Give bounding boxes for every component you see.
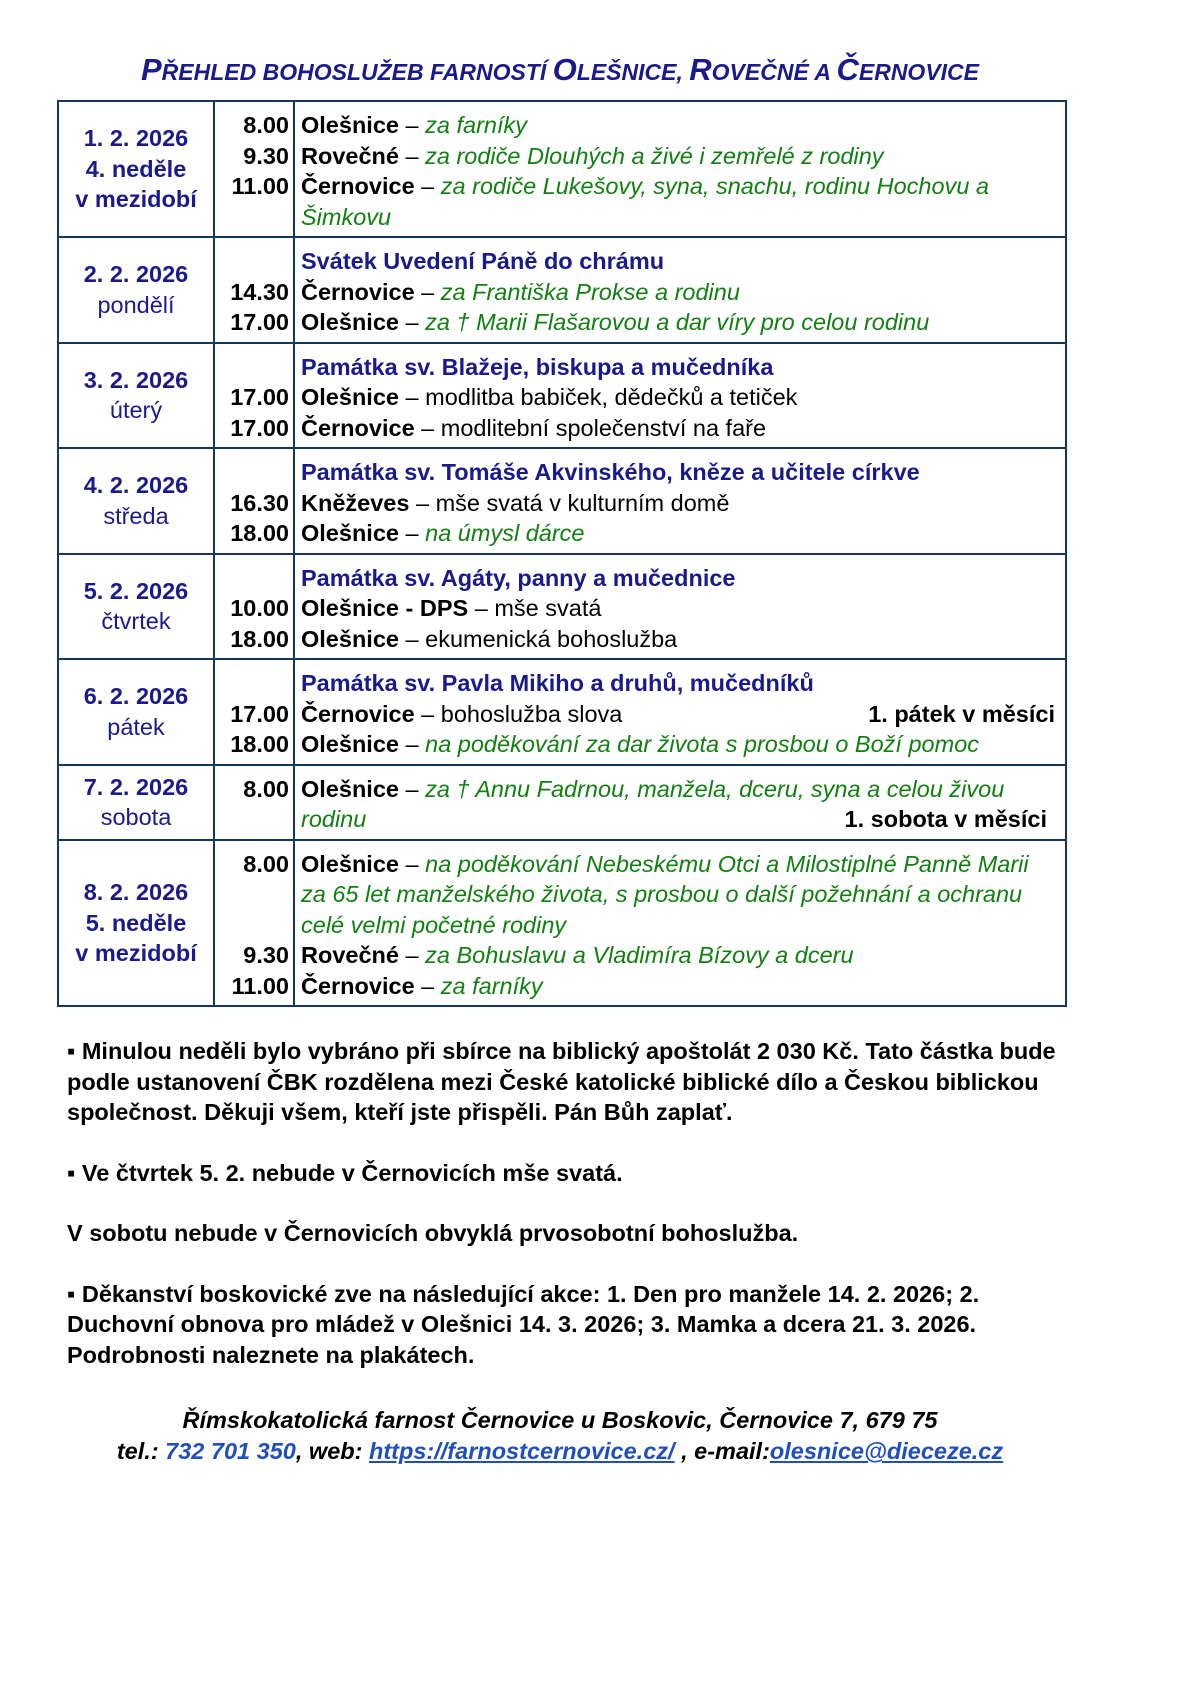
mass-time: 9.30 xyxy=(243,942,289,968)
separator: – xyxy=(398,142,426,169)
email-label: , e-mail: xyxy=(674,1438,770,1464)
time-spacer xyxy=(215,563,289,594)
title-rest: ŘEHLED BOHOSLUŽEB FARNOSTÍ xyxy=(161,59,553,85)
intention: modlitební společenství na faře xyxy=(440,414,767,441)
title-rest: ERNOVICE xyxy=(858,59,980,85)
time-cell xyxy=(214,554,294,660)
separator: – xyxy=(398,775,426,802)
time-spacer xyxy=(215,246,289,277)
web-label: , web: xyxy=(295,1438,369,1464)
month-note: 1. sobota v měsíci xyxy=(844,806,1047,832)
intention: modlitba babiček, dědečků a tetiček xyxy=(425,384,798,410)
place: Olešnice - DPS xyxy=(301,595,469,621)
mass-time: 18.00 xyxy=(230,625,289,652)
date: 4. 2. 2026 xyxy=(83,472,189,499)
mass-entry xyxy=(301,307,1055,338)
mass-entry xyxy=(301,624,1055,655)
date: 5. 2. 2026 xyxy=(83,577,189,604)
announcement: ▪ Ve čtvrtek 5. 2. nebude v Černovicích mše svatá. xyxy=(67,1159,623,1186)
title-cap: P xyxy=(140,52,162,87)
page-title xyxy=(0,52,1120,88)
intention: na poděkování Nebeskému Otci a Milostiplné Panně Marii za 65 let manželského života, s prosbou o další požehnání a ochranu celé velmi početné rodiny xyxy=(301,850,1029,938)
intention: mše svatá v kulturním domě xyxy=(435,489,730,516)
time-spacer xyxy=(215,910,289,941)
date: 3. 2. 2026 xyxy=(83,366,189,393)
time-spacer xyxy=(215,352,289,383)
mass-time: 9.30 xyxy=(243,142,289,169)
time-cell xyxy=(214,448,294,554)
mass-entry xyxy=(301,382,1055,413)
announcements xyxy=(67,1036,1067,1400)
mass-entry xyxy=(301,940,1055,971)
place: Olešnice xyxy=(301,850,399,877)
day-name: pátek xyxy=(107,713,165,740)
day-name: pondělí xyxy=(97,291,175,318)
contact-line xyxy=(0,1436,1120,1467)
mass-time: 17.00 xyxy=(230,700,289,727)
schedule-row xyxy=(58,448,1066,554)
time-spacer xyxy=(215,804,289,835)
separator: – xyxy=(398,942,426,968)
mass-time: 17.00 xyxy=(230,414,289,441)
date: 8. 2. 2026 xyxy=(83,879,189,905)
mass-entry xyxy=(301,488,1055,519)
time-cell xyxy=(214,840,294,1007)
date-cell xyxy=(58,765,214,840)
phone-number[interactable]: 732 701 350 xyxy=(165,1438,296,1464)
mass-time: 10.00 xyxy=(230,595,289,621)
time-cell xyxy=(214,237,294,343)
time-cell xyxy=(214,659,294,765)
mass-entry xyxy=(301,699,1055,730)
mass-time: 18.00 xyxy=(230,520,289,546)
description-cell xyxy=(294,448,1066,554)
time-spacer xyxy=(215,668,289,699)
mass-entry xyxy=(301,141,1055,172)
schedule-table xyxy=(57,100,1067,1007)
schedule-row xyxy=(58,343,1066,449)
description-cell xyxy=(294,765,1066,840)
date-cell xyxy=(58,554,214,660)
feast-title: Památka sv. Blažeje, biskupa a mučedníka xyxy=(301,353,774,380)
mass-time: 11.00 xyxy=(231,173,289,199)
place: Olešnice xyxy=(301,731,399,757)
date-cell xyxy=(58,840,214,1007)
mass-time: 8.00 xyxy=(243,112,289,138)
schedule-row xyxy=(58,554,1066,660)
date-cell xyxy=(58,237,214,343)
mass-entry xyxy=(301,971,1055,1002)
intention: za Bohuslavu a Vladimíra Bízovy a dceru xyxy=(425,942,854,968)
mass-time: 8.00 xyxy=(243,775,289,802)
footer-contact xyxy=(0,1405,1120,1467)
time-cell xyxy=(214,765,294,840)
separator: – xyxy=(398,850,426,877)
mass-time: 17.00 xyxy=(230,384,289,410)
separator: – xyxy=(414,414,441,441)
intention: ekumenická bohoslužba xyxy=(425,625,678,652)
schedule-row xyxy=(58,765,1066,840)
title-part xyxy=(141,54,553,87)
title-cap: O xyxy=(552,52,577,87)
mass-entry xyxy=(301,518,1055,549)
date-cell xyxy=(58,101,214,237)
intention: za † Annu Fadrnou, manžela, dceru, syna a celou živou rodinu xyxy=(301,775,1005,832)
separator: – xyxy=(398,520,426,546)
separator: – xyxy=(398,625,426,652)
place: Olešnice xyxy=(301,625,399,652)
schedule-row xyxy=(58,659,1066,765)
separator: – xyxy=(414,972,441,999)
time-spacer xyxy=(215,457,289,488)
mass-entry xyxy=(301,729,1055,760)
intention: za farníky xyxy=(425,112,527,138)
day-name: středa xyxy=(103,502,169,529)
mass-entry xyxy=(301,277,1055,308)
title-part xyxy=(689,54,836,87)
feast-title: Svátek Uvedení Páně do chrámu xyxy=(301,248,665,274)
date: 1. 2. 2026 xyxy=(83,125,189,152)
place: Kněževes xyxy=(301,489,410,516)
mass-entry xyxy=(301,849,1055,941)
intention: za rodiče Lukešovy, syna, snachu, rodinu Hochovu a Šimkovu xyxy=(301,173,989,230)
place: Olešnice xyxy=(301,384,399,410)
date-cell xyxy=(58,659,214,765)
feast-title: Památka sv. Pavla Mikiho a druhů, mučedníků xyxy=(301,670,814,696)
intention: za † Marii Flašarovou a dar víry pro celou rodinu xyxy=(425,309,930,335)
description-cell xyxy=(294,101,1066,237)
separator: – xyxy=(468,595,495,621)
website-link[interactable]: https://farnostcernovice.cz/ xyxy=(368,1438,675,1464)
title-part xyxy=(836,54,979,87)
date: 6. 2. 2026 xyxy=(83,683,189,710)
intention: na úmysl dárce xyxy=(425,520,585,546)
separator: – xyxy=(398,731,426,757)
title-rest: OVEČNÉ A xyxy=(711,59,837,85)
intention: za rodiče Dlouhých a živé i zemřelé z rodiny xyxy=(425,142,884,169)
place: Černovice xyxy=(301,700,415,727)
liturgical-period: v mezidobí xyxy=(75,186,197,213)
description-cell xyxy=(294,554,1066,660)
mass-time: 16.30 xyxy=(230,489,289,516)
separator: – xyxy=(414,173,441,199)
feast-title: Památka sv. Tomáše Akvinského, kněze a učitele církve xyxy=(301,459,920,485)
mass-entry xyxy=(301,593,1055,624)
schedule-row xyxy=(58,237,1066,343)
title-cap: R xyxy=(689,52,712,87)
intention: bohoslužba slova xyxy=(440,700,623,727)
mass-time: 14.30 xyxy=(230,278,289,305)
intention: za farníky xyxy=(440,972,543,999)
day-name: 4. neděle xyxy=(85,155,187,182)
month-note: 1. pátek v měsíci xyxy=(868,700,1055,727)
schedule-body xyxy=(58,101,1066,1006)
liturgical-period: v mezidobí xyxy=(75,940,197,966)
place: Olešnice xyxy=(301,112,399,138)
intention: na poděkování za dar života s prosbou o Boží pomoc xyxy=(425,731,980,757)
announcement: ▪ Minulou neděli bylo vybráno při sbírce na biblický apoštolát 2 030 Kč. Tato částka bude podle ustanovení ČBK rozdělena mezi České katolické biblické dílo a Českou biblickou společnost. Děkuji všem, kteří jste přispěli. Pán Bůh zaplať. xyxy=(67,1038,1056,1125)
separator: – xyxy=(398,112,426,138)
day-name: čtvrtek xyxy=(101,608,171,635)
description-cell xyxy=(294,237,1066,343)
email-link[interactable]: olesnice@dieceze.cz xyxy=(769,1438,1004,1464)
announcement: ▪ Děkanství boskovické zve na následující akce: 1. Den pro manžele 14. 2. 2026; 2. Duchovní obnova pro mládež v Olešnici 14. 3. 2026; 3. Mamka a dcera 21. 3. 2026. Podrobnosti naleznete na plakátech. xyxy=(67,1280,980,1368)
mass-time: 17.00 xyxy=(230,309,289,335)
mass-time: 8.00 xyxy=(243,850,289,877)
date: 2. 2. 2026 xyxy=(83,261,189,288)
place: Olešnice xyxy=(301,775,399,802)
separator: – xyxy=(414,278,441,305)
date-cell xyxy=(58,448,214,554)
time-spacer xyxy=(215,879,289,910)
announcement: V sobotu nebude v Černovicích obvyklá prvosobotní bohoslužba. xyxy=(67,1220,799,1246)
mass-time: 18.00 xyxy=(230,731,289,757)
day-name: sobota xyxy=(100,804,172,830)
title-cap: Č xyxy=(836,52,859,87)
time-cell xyxy=(214,101,294,237)
time-spacer xyxy=(215,202,289,233)
place: Rovečné xyxy=(301,942,399,968)
description-cell xyxy=(294,659,1066,765)
place: Černovice xyxy=(301,414,415,441)
time-cell xyxy=(214,343,294,449)
mass-entry xyxy=(301,171,1055,232)
intention: mše svatá xyxy=(494,595,602,621)
place: Černovice xyxy=(301,972,415,999)
tel-label: tel.: xyxy=(116,1438,166,1464)
date: 7. 2. 2026 xyxy=(83,773,189,800)
description-cell xyxy=(294,840,1066,1007)
schedule-row xyxy=(58,840,1066,1007)
separator: – xyxy=(414,700,441,727)
place: Černovice xyxy=(301,278,415,305)
intention: za Františka Prokse a rodinu xyxy=(440,278,740,305)
parish-address: Římskokatolická farnost Černovice u Boskovic, Černovice 7, 679 75 xyxy=(182,1407,938,1433)
title-part xyxy=(553,54,690,87)
mass-entry xyxy=(301,413,1055,444)
mass-time: 11.00 xyxy=(231,972,289,999)
day-name: 5. neděle xyxy=(85,909,187,936)
mass-entry xyxy=(301,774,1055,835)
place: Olešnice xyxy=(301,309,399,335)
place: Černovice xyxy=(301,173,415,199)
title-rest: LEŠNICE, xyxy=(576,59,690,85)
separator: – xyxy=(398,309,426,335)
feast-title: Památka sv. Agáty, panny a mučednice xyxy=(301,564,736,591)
description-cell xyxy=(294,343,1066,449)
separator: – xyxy=(409,489,436,516)
date-cell xyxy=(58,343,214,449)
schedule-row xyxy=(58,101,1066,237)
day-name: úterý xyxy=(109,397,163,424)
place: Olešnice xyxy=(301,520,399,546)
mass-entry xyxy=(301,110,1055,141)
separator: – xyxy=(398,384,426,410)
place: Rovečné xyxy=(301,142,399,169)
